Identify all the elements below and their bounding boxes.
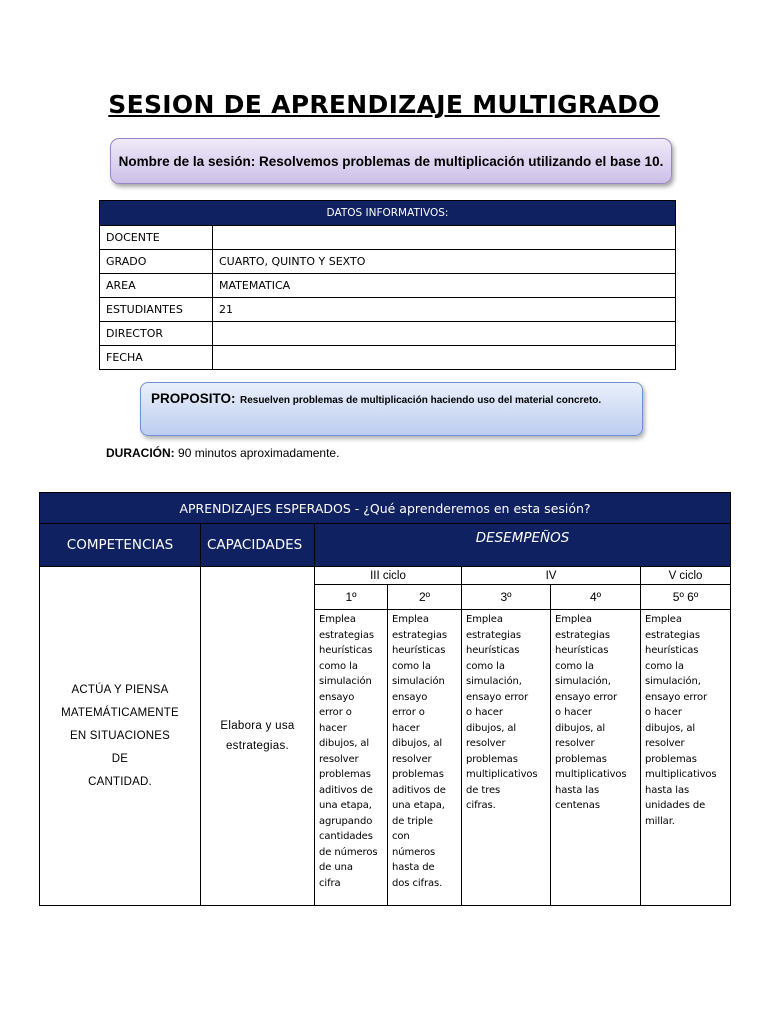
performance-line: multiplicativos — [466, 769, 538, 780]
competence-cell — [40, 567, 201, 906]
performance-line: heurísticas — [645, 645, 699, 656]
duration-line — [106, 446, 339, 460]
performance-line: aditivos de — [319, 784, 373, 796]
performance-line: como la — [392, 660, 431, 672]
grade-label: 3º — [462, 585, 551, 610]
info-row-docente — [100, 226, 676, 250]
info-value — [213, 226, 676, 250]
info-row-director — [100, 322, 676, 346]
performance-line: unidades de — [645, 800, 706, 811]
capacity-cell: Elabora y usa estrategias. — [201, 567, 315, 906]
performance-line: una etapa, — [319, 800, 372, 811]
performance-line: como la — [319, 660, 358, 672]
performance-line: error o — [392, 707, 425, 718]
performance-line: Emplea — [555, 614, 592, 625]
learning-banner-row — [40, 493, 731, 524]
performance-line: Emplea — [392, 614, 429, 625]
performance-line: heurísticas — [392, 645, 446, 656]
cycle-label: III ciclo — [315, 567, 462, 585]
performance-line: resolver — [319, 753, 359, 765]
performance-line: dibujos, al — [555, 722, 606, 734]
performance-line: simulación — [319, 676, 372, 687]
purpose-box — [140, 382, 643, 436]
competence-line: ACTÚA Y PIENSA — [71, 683, 169, 696]
performance-line: dibujos, al — [466, 722, 517, 734]
info-label: GRADO — [100, 250, 213, 274]
grade-label: 4º — [551, 585, 641, 610]
performance-line: heurísticas — [555, 645, 609, 656]
performance-cell — [551, 610, 641, 906]
info-value: CUARTO, QUINTO Y SEXTO — [213, 250, 676, 274]
info-row-area — [100, 274, 676, 298]
grade-label: 1º — [315, 585, 388, 610]
performance-line: problemas — [392, 769, 444, 780]
session-name-box — [110, 138, 672, 184]
competence-line: CANTIDAD. — [88, 775, 152, 788]
learning-banner: APRENDIZAJES ESPERADOS - ¿Qué aprenderemos en esta sesión? — [40, 493, 731, 524]
info-header: DATOS INFORMATIVOS: — [100, 201, 676, 226]
info-label: DOCENTE — [100, 226, 213, 250]
performance-line: hasta de — [392, 862, 435, 873]
performance-line: agrupando — [319, 815, 373, 827]
performance-line: aditivos de — [392, 784, 446, 796]
performance-line: dibujos, al — [645, 722, 696, 734]
performance-line: como la — [466, 660, 505, 672]
cycle-label: IV — [462, 567, 641, 585]
performance-line: resolver — [392, 753, 432, 765]
performance-line: o hacer — [466, 707, 503, 718]
page-title: SESION DE APRENDIZAJE MULTIGRADO — [108, 90, 660, 119]
cycle-row — [40, 567, 731, 585]
desempenos-header: DESEMPEÑOS — [315, 524, 731, 567]
performance-line: estrategias — [645, 629, 700, 641]
performance-cell — [388, 610, 462, 906]
performance-line: resolver — [466, 738, 506, 749]
performance-line: simulación, — [555, 676, 611, 687]
performance-line: ensayo error — [555, 691, 618, 703]
competencias-header: COMPETENCIAS — [40, 524, 201, 567]
performance-line: simulación, — [466, 676, 522, 687]
performance-line: millar. — [645, 815, 675, 827]
competence-line: DE — [111, 752, 129, 765]
performance-line: dibujos, al — [392, 738, 443, 749]
performance-line: error o — [319, 707, 352, 718]
performance-line: hasta las — [645, 784, 690, 796]
performance-line: ensayo error — [466, 691, 529, 703]
performance-line: ensayo — [319, 691, 355, 703]
performance-cell — [315, 610, 388, 906]
info-value: MATEMATICA — [213, 274, 676, 298]
purpose-label: PROPOSITO: — [151, 391, 236, 406]
performance-line: resolver — [555, 738, 595, 749]
performance-line: cifra — [319, 877, 341, 889]
performance-line: cifras. — [466, 800, 496, 811]
info-label: DIRECTOR — [100, 322, 213, 346]
performance-line: como la — [555, 660, 594, 672]
performance-line: dos cifras. — [392, 877, 443, 889]
session-name-text: Nombre de la sesión: Resolvemos problemas de multiplicación utilizando el base 10. — [118, 153, 664, 169]
performance-cell — [462, 610, 551, 906]
grade-label: 2º — [388, 585, 462, 610]
performance-line: hacer — [319, 722, 347, 734]
performance-line: problemas — [555, 753, 607, 765]
grade-label: 5º 6º — [641, 585, 731, 610]
performance-line: números — [392, 846, 436, 858]
info-row-grado — [100, 250, 676, 274]
performance-line: Emplea — [466, 614, 503, 625]
performance-cell — [641, 610, 731, 906]
performance-line: heurísticas — [319, 645, 373, 656]
learning-table — [39, 492, 731, 906]
performance-line: ensayo error — [645, 691, 708, 703]
performance-line: problemas — [319, 769, 371, 780]
capacidades-header: CAPACIDADES — [201, 524, 315, 567]
performance-line: hasta las — [555, 784, 600, 796]
performance-line: heurísticas — [466, 645, 520, 656]
performance-line: problemas — [466, 753, 518, 765]
performance-line: ensayo — [392, 691, 428, 703]
info-row-fecha — [100, 346, 676, 370]
performance-line: estrategias — [466, 629, 521, 641]
performance-line: multiplicativos — [555, 769, 627, 780]
performance-line: resolver — [645, 738, 685, 749]
info-label: AREA — [100, 274, 213, 298]
performance-line: de números — [319, 846, 378, 858]
performance-line: hacer — [392, 722, 420, 734]
performance-line: de tres — [466, 784, 501, 796]
performance-line: o hacer — [555, 707, 592, 718]
performance-line: Emplea — [319, 614, 356, 625]
info-value — [213, 346, 676, 370]
performance-line: centenas — [555, 800, 600, 811]
info-label: ESTUDIANTES — [100, 298, 213, 322]
performance-line: con — [392, 831, 410, 842]
info-label: FECHA — [100, 346, 213, 370]
performance-line: o hacer — [645, 707, 682, 718]
performance-line: estrategias — [319, 629, 374, 641]
cycle-label: V ciclo — [641, 567, 731, 585]
duration-text: 90 minutos aproximadamente. — [178, 446, 340, 460]
performance-line: simulación, — [645, 676, 701, 687]
performance-line: dibujos, al — [319, 738, 370, 749]
performance-line: Emplea — [645, 614, 682, 625]
performance-line: de triple — [392, 815, 433, 827]
purpose-text: Resuelven problemas de multiplicación haciendo uso del material concreto. — [239, 395, 602, 406]
info-value — [213, 322, 676, 346]
performance-line: problemas — [645, 753, 697, 765]
competence-line: EN SITUACIONES — [70, 729, 170, 742]
info-value: 21 — [213, 298, 676, 322]
performance-line: simulación — [392, 676, 445, 687]
info-row-estudiantes — [100, 298, 676, 322]
performance-line: como la — [645, 660, 684, 672]
performance-line: estrategias — [392, 629, 447, 641]
performance-line: multiplicativos — [645, 769, 717, 780]
duration-label: DURACIÓN: — [106, 446, 175, 460]
performance-line: una etapa, — [392, 800, 445, 811]
info-table — [99, 200, 676, 370]
learning-headers-row — [40, 524, 731, 567]
performance-line: de una — [319, 862, 353, 873]
performance-line: estrategias — [555, 629, 610, 641]
performance-line: cantidades — [319, 831, 373, 842]
competence-line: MATEMÁTICAMENTE — [61, 706, 179, 719]
info-header-row — [100, 201, 676, 226]
